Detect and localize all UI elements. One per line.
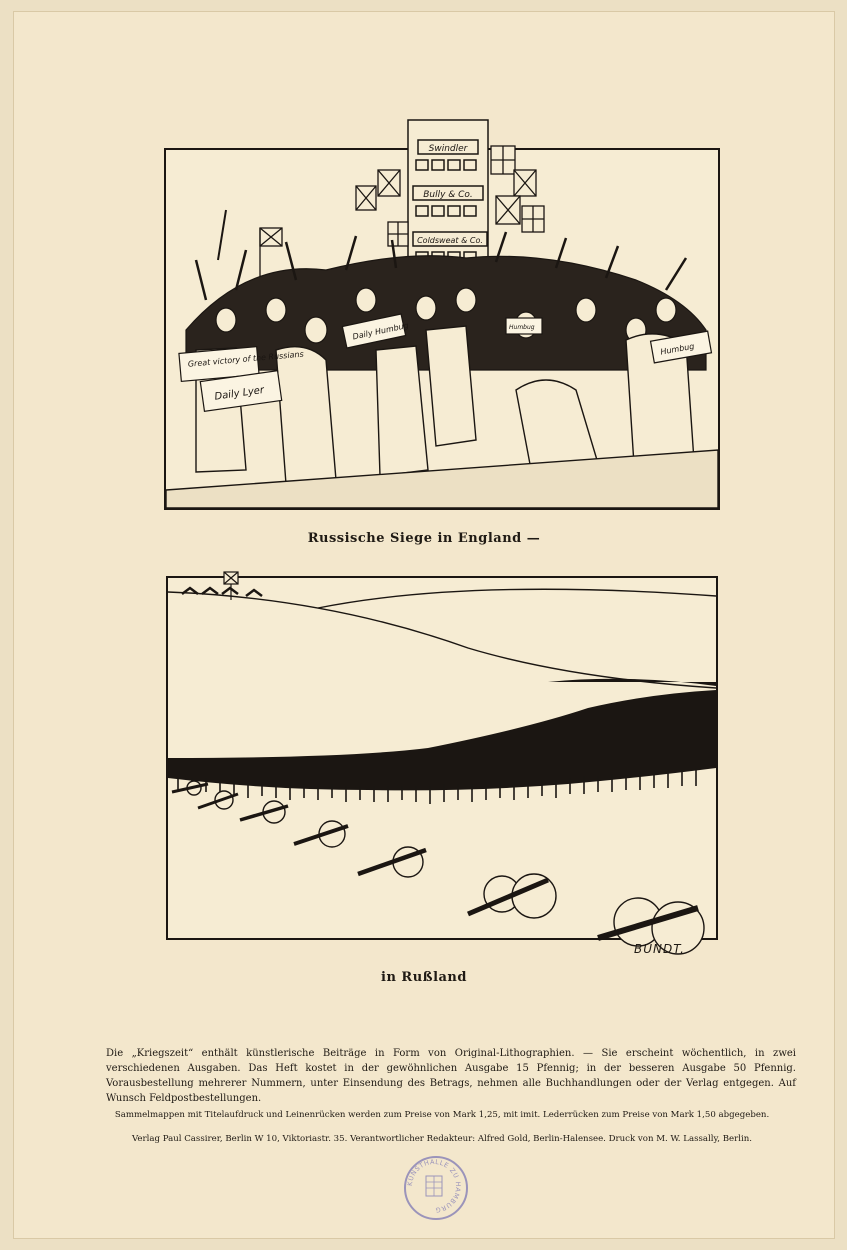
notice-paragraph: Die „Kriegszeit“ enthält künstlerische Beiträge in Form von Original-Lithographien. — Sie erscheint wöchentlich, in zwei verschiedenen Ausgaben. Das Heft kostet in der gewöhnlichen Ausgabe 15 Pfennig; in der besseren Ausgabe 50 Pfennig. Vorausbestellung mehrerer Nummern, unter Einsendung des Betrags, nehmen alle Buchhandlungen oder der Verlag entgegen. Auf Wunsch Feldpostbestellungen. — [106, 1048, 796, 1104]
top-illustration — [164, 144, 720, 510]
newspaper-daily-humbug: Daily Humbug — [351, 320, 410, 342]
collection-line: Sammelmappen mit Titelaufdruck und Leinenrücken werden zum Preise von Mark 1,25, mit imit. Lederrücken zum Preise von Mark 1,50 abgegeben. — [114, 1110, 770, 1120]
sign-bully: Bully & Co. — [423, 190, 473, 200]
caption-top: Russische Siege in England — — [307, 531, 541, 546]
newspaper-humbug-right: Humbug — [659, 341, 695, 357]
newspaper-headline: Great victory of the Russians — [187, 349, 305, 369]
caption-bottom: in Rußland — [381, 970, 467, 985]
stamp-text: KUNSTHALLE ZU HAMBURG — [406, 1158, 462, 1214]
publisher-line: Verlag Paul Cassirer, Berlin W 10, Viktoriastr. 35. Verantwortlicher Redakteur: Alfred Gold, Berlin-Halensee. Druck von M. W. Lassally, Berlin. — [131, 1134, 752, 1144]
museum-stamp — [404, 1156, 468, 1220]
newspaper-daily-lyer: Daily Lyer — [213, 384, 265, 403]
artist-signature: BUNDT. — [634, 942, 685, 956]
newspaper-humbug-small: Humbug — [509, 324, 535, 331]
page-sheet — [14, 12, 834, 1238]
sign-coldsweat: Coldsweat & Co. — [417, 236, 483, 245]
bottom-illustration — [166, 576, 718, 940]
sign-swindler: Swindler — [428, 144, 468, 154]
